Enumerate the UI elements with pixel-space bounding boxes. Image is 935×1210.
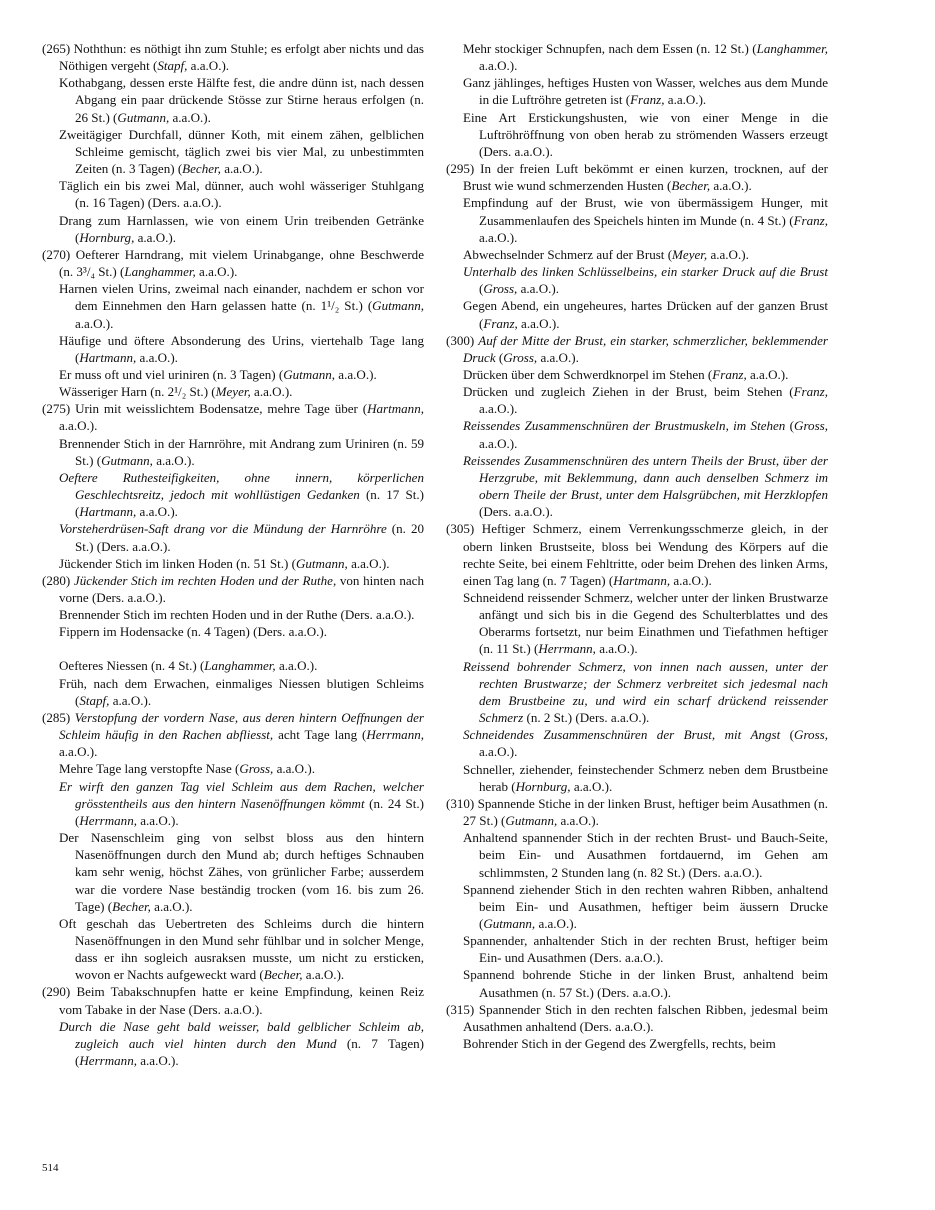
italic-text: Hartmann, <box>79 349 137 365</box>
entry-text: (275) Urin mit weisslichtem Bodensatze, mehre Tage über ( <box>42 401 368 417</box>
entry-text: Kothabgang, dessen erste Hälfte fest, die andre dünn ist, nach dessen Abgang ein paar drückende Stösse zur Stirne heraus erfolgen (n. 26 St.) ( <box>59 75 424 125</box>
symptom-entry <box>446 417 828 451</box>
entry-text: a.a.O.). <box>595 641 638 657</box>
entry-text: a.a.O.). <box>109 692 152 708</box>
entry-text: Täglich ein bis zwei Mal, dünner, auch wohl wässeriger Stuhlgang (n. 16 Tagen) (Ders. a.a.O.). <box>59 178 424 211</box>
symptom-entry <box>42 126 424 177</box>
right-column <box>446 40 828 1052</box>
italic-text: Gross, <box>483 281 518 297</box>
italic-text: Gutmann, <box>117 109 170 125</box>
italic-text: Becher, <box>182 161 221 177</box>
entry-text: Drang zum Harnlassen, wie von einem Urin treibenden Getränke ( <box>59 212 424 245</box>
italic-text: Reissend bohrender Schmerz, von innen nach aussen, unter der rechten Brustwarze; der Schmerz verbreitet sich jedesmal nach dem Brustbeine zu, und wird ein scharf drückend reissender Schmerz <box>463 658 828 726</box>
symptom-entry <box>42 555 424 572</box>
entry-text: a.a.O.). <box>195 264 238 280</box>
entry-text: Brennender Stich in der Harnröhre, mit Andrang zum Uriniren (n. 59 St.) ( <box>59 435 424 468</box>
entry-text: a.a.O.). <box>187 58 230 74</box>
entry-text: a.a.O.). <box>302 967 345 983</box>
entry-text: Eine Art Erstickungshusten, wie von einer Menge in die Luftröhröffnung von oben herab zu strömenden Wassers erzeugt (Ders. a.a.O.). <box>463 109 828 159</box>
entry-text: Anhaltend spannender Stich in der rechten Brust- und Bauch-Seite, beim Ein- und Ausathmen fortdauernd, im Gehen am schlimmsten, 2 Stunden lang (n. 82 St.) (Ders. a.a.O.). <box>463 830 828 880</box>
symptom-entry <box>42 74 424 125</box>
symptom-entry <box>446 1035 828 1052</box>
italic-text: Gross, <box>794 727 828 743</box>
entry-text: (290) Beim Tabakschnupfen hatte er keine Empfindung, keinen Reiz vom Tabake in der Nase (Ders. a.a.O.). <box>42 984 424 1017</box>
entry-text: (280) <box>42 572 74 588</box>
entry-text: Spannend bohrende Stiche in der linken Brust, anhaltend beim Ausathmen (n. 57 St.) (Ders. a.a.O.). <box>463 967 828 1000</box>
entry-text: a.a.O.). <box>59 418 98 434</box>
italic-text: Becher, <box>112 898 151 914</box>
entry-text: Bohrender Stich in der Gegend des Zwergfells, rechts, beim <box>463 1036 776 1052</box>
entry-text: a.a.O.). <box>557 813 599 829</box>
italic-text: Unterhalb des linken Schlüsselbeins, ein starker Druck auf die Brust <box>463 264 828 280</box>
entry-text: (300) <box>446 332 479 348</box>
entry-text: a.a.O.). <box>479 229 518 245</box>
entry-text: Drücken und zugleich Ziehen in der Brust, beim Stehen ( <box>463 384 794 400</box>
symptom-entry <box>446 246 828 263</box>
entry-text: a.a.O.). <box>479 744 518 760</box>
numbered-symptom-entry <box>446 520 828 589</box>
entry-text: a.a.O.). <box>136 504 178 520</box>
italic-text: Gutmann, <box>283 366 336 382</box>
entry-text: a.a.O.). <box>746 366 789 382</box>
italic-text: Gross, <box>239 761 274 777</box>
numbered-symptom-entry <box>42 709 424 760</box>
italic-text: Franz, <box>793 212 828 228</box>
italic-text: Hartmann, <box>367 401 424 417</box>
entry-text: a.a.O.). <box>670 572 712 588</box>
symptom-entry <box>42 280 424 331</box>
entry-text: a.a.O.). <box>275 658 318 674</box>
entry-text: (270) Oefterer Harndrang, mit vielem Urinabgange, ohne Beschwerde (n. 3³/₄ St.) ( <box>42 246 424 280</box>
left-column <box>42 40 424 1069</box>
entry-text: a.a.O.). <box>136 1053 179 1069</box>
entry-text: Abwechselnder Schmerz auf der Brust ( <box>463 246 673 262</box>
italic-text: Meyer, <box>672 246 708 262</box>
entry-text: a.a.O.). <box>479 435 518 451</box>
entry-text: Spannend ziehender Stich in den rechten wahren Ribben, anhaltend beim Ein- und Ausathmen, heftiger beim äussern Drucke ( <box>463 881 828 931</box>
symptom-entry <box>42 623 424 640</box>
entry-text: a.a.O.). <box>710 178 752 194</box>
italic-text: Herrmann, <box>79 812 137 828</box>
italic-text: Gross, <box>503 349 538 365</box>
symptom-entry <box>446 194 828 245</box>
symptom-entry <box>446 74 828 108</box>
italic-text: Gutmann, <box>505 813 558 829</box>
entry-text: Früh, nach dem Erwachen, einmaliges Niessen blutigen Schleims ( <box>59 675 424 708</box>
entry-text: a.a.O.). <box>347 555 390 571</box>
entry-text: a.a.O.). <box>273 761 315 777</box>
entry-text: a.a.O.). <box>707 246 749 262</box>
entry-text: a.a.O.). <box>664 92 707 108</box>
symptom-entry <box>446 383 828 417</box>
italic-text: Hartmann, <box>79 504 137 520</box>
symptom-entry <box>446 109 828 160</box>
italic-text: Langhammer, <box>756 41 828 56</box>
entry-text: Mehre Tage lang verstopfte Nase ( <box>59 761 240 777</box>
page-number: 514 <box>42 1162 59 1174</box>
entry-text: Schneller, ziehender, feinstechender Schmerz neben dem Brustbeine herab ( <box>463 761 828 794</box>
italic-text: Franz, <box>483 315 518 331</box>
entry-text: a.a.O.). <box>535 915 577 931</box>
symptom-entry <box>42 520 424 554</box>
symptom-entry <box>446 263 828 297</box>
entry-text: a.a.O.). <box>134 229 177 245</box>
symptom-entry <box>446 366 828 383</box>
italic-text: Becher, <box>671 178 711 194</box>
italic-text: Schneidendes Zusammenschnüren der Brust, mit Angst <box>463 727 781 743</box>
italic-text: Vorsteherdrüsen-Saft drang vor die Mündung der Harnröhre <box>59 521 387 537</box>
entry-text: Zweitägiger Durchfall, dünner Koth, mit einem zähen, gelblichen Schleime gemischt, täglich zwei bis vier Mal, zu unbestimmten Zeiten (n. 3 Tagen) ( <box>59 126 424 177</box>
italic-text: Durch die Nase geht bald weisser, bald gelblicher Schleim ab, zugleich auch viel hinten durch den Mund <box>59 1018 424 1051</box>
symptom-entry <box>42 675 424 709</box>
entry-text: Oefteres Niessen (n. 4 St.) ( <box>59 658 205 674</box>
italic-text: Langhammer, <box>204 658 276 674</box>
italic-text: Becher, <box>263 967 303 983</box>
symptom-entry <box>446 40 828 74</box>
italic-text: Er wirft den ganzen Tag viel Schleim aus dem Rachen, welcher grösstentheils aus den hintern Nasenöffnungen kömmt <box>59 778 424 811</box>
numbered-symptom-entry <box>446 332 828 366</box>
italic-text: Herrmann, <box>366 727 424 743</box>
italic-text: Franz, <box>793 384 828 400</box>
symptom-entry <box>446 966 828 1000</box>
italic-text: Langhammer, <box>124 264 196 280</box>
entry-text: a.a.O.). <box>136 349 178 365</box>
italic-text: Hornburg, <box>515 778 571 794</box>
italic-text: Oeftere Ruthesteifigkeiten, ohne innern, körperlichen Geschlechtsreitz, jedoch mit wohllüstigen Gedanken <box>59 469 424 503</box>
symptom-entry <box>446 658 828 727</box>
entry-text: Harnen vielen Urins, zweimal nach einander, nachdem er schon vor dem Einnehmen den Harn gelassen hatte (n. 1¹/₂ St.) ( <box>59 281 424 314</box>
entry-text: a.a.O.). <box>517 281 559 297</box>
entry-text: (n. 7 Tagen) ( <box>75 1035 424 1069</box>
symptom-entry <box>42 469 424 520</box>
italic-text: Gross, <box>794 418 828 434</box>
italic-text: Reissendes Zusammenschnüren der Brustmuskeln, im Stehen <box>463 418 786 434</box>
italic-text: Jückender Stich im rechten Hoden und der Ruthe, <box>73 572 337 588</box>
italic-text: Herrmann, <box>79 1053 137 1069</box>
italic-text: Reissendes Zusammenschnüren des untern Theils der Brust, über der Herzgrube, mit Beklemmung, dann auch denselben Schmerz im obern Theile der Brust, unter dem Halsgrübchen, mit Herzklopfen <box>463 452 828 503</box>
numbered-symptom-entry <box>42 572 424 606</box>
symptom-entry <box>42 915 424 984</box>
symptom-entry <box>446 589 828 658</box>
entry-text: acht Tage lang ( <box>273 727 367 743</box>
symptom-entry <box>42 177 424 211</box>
entry-text: Brennender Stich im rechten Hoden und in der Ruthe (Ders. a.a.O.). <box>59 607 415 623</box>
entry-text: Er muss oft und viel uriniren (n. 3 Tagen) ( <box>59 366 284 382</box>
symptom-entry <box>42 829 424 915</box>
entry-text: (315) Spannender Stich in den rechten falschen Ribben, jedesmal beim Ausathmen anhaltend (Ders. a.a.O.). <box>446 1001 828 1034</box>
symptom-entry <box>42 778 424 829</box>
entry-text: Häufige und öftere Absonderung des Urins, viertehalb Tage lang ( <box>59 332 424 365</box>
entry-text: Jückender Stich im linken Hoden (n. 51 St.) ( <box>59 555 296 571</box>
italic-text: Herrmann, <box>538 641 596 657</box>
entry-text: a.a.O.). <box>150 898 193 914</box>
entry-text: a.a.O.). <box>169 109 211 125</box>
italic-text: Verstopfung der vordern Nase, aus deren hintern Oeffnungen der Schleim häufig in den Rachen abfliesst, <box>59 709 424 743</box>
symptom-entry <box>42 657 424 674</box>
numbered-symptom-entry <box>42 40 424 74</box>
entry-text: Schneidend reissender Schmerz, welcher unter der linken Brustwarze anfängt und sich bis in die Gegend des Schulterblattes und des Oberarms fortsetzt, nur beim Einathmen und Tiefathmen heftiger (n. 11 St.) ( <box>463 590 828 657</box>
entry-text: a.a.O.). <box>250 384 293 400</box>
italic-text: Hartmann, <box>613 572 671 588</box>
entry-text: Der Nasenschleim ging von selbst bloss aus den hintern Nasenöffnungen durch den Mund ab; durch heftiges Schnauben kam sehr wenig, höchst Zähes, von grünlicher Farbe; ausserdem war die vordere Nase beständig trocken (vom 16. bis zum 26. Tage) ( <box>59 830 424 914</box>
symptom-entry <box>446 932 828 966</box>
entry-text: (n. 20 St.) (Ders. a.a.O.). <box>75 521 425 554</box>
numbered-symptom-entry <box>42 983 424 1017</box>
symptom-entry <box>446 829 828 880</box>
symptom-entry <box>446 726 828 760</box>
entry-text: a.a.O.). <box>136 812 179 828</box>
symptom-entry <box>42 760 424 777</box>
entry-text: Drücken über dem Schwerdknorpel im Stehen ( <box>463 366 713 382</box>
italic-text: Gutmann, <box>295 555 348 571</box>
entry-text: Mehr stockiger Schnupfen, nach dem Essen (n. 12 St.) ( <box>463 41 757 56</box>
entry-text: (265) Noththun: es nöthigt ihn zum Stuhle; es erfolgt aber nichts und das Nöthigen vergeht ( <box>42 41 424 74</box>
italic-text: Gutmann, <box>101 452 153 468</box>
entry-text: (305) Heftiger Schmerz, einem Verrenkungsschmerze gleich, in der obern linken Brustseite, bloss bei Wendung des Körpers auf die rechte Seite, bei einem Fehltritte, oder beim Drehen des linken Arms, einen Tag lang (n. 7 Tagen) ( <box>446 521 828 588</box>
symptom-entry <box>446 761 828 795</box>
entry-text: Oft geschah das Uebertreten des Schleims durch die hintern Nasenöffnungen in den Mund sehr fühlbar und in solcher Menge, dass er ihn sogleich ausraksen musste, um nicht zu ersticken, wovon er Nachts aufgeweckt ward ( <box>59 915 424 983</box>
numbered-symptom-entry <box>446 160 828 194</box>
italic-text: Stapf, <box>157 58 188 74</box>
symptom-entry <box>42 606 424 623</box>
entry-text: ( <box>495 349 504 365</box>
italic-text: Gutmann, <box>483 915 536 931</box>
entry-text: a.a.O.). <box>479 58 518 74</box>
symptom-entry <box>446 452 828 521</box>
symptom-entry <box>446 881 828 932</box>
entry-text: von hinten nach vorne (Ders. a.a.O.). <box>59 572 424 605</box>
symptom-entry <box>42 435 424 469</box>
entry-text: a.a.O.). <box>537 349 579 365</box>
symptom-entry <box>42 1018 424 1069</box>
symptom-entry <box>42 212 424 246</box>
entry-text: (285) <box>42 709 75 725</box>
numbered-symptom-entry <box>446 1001 828 1035</box>
entry-text: ( <box>780 727 795 743</box>
entry-text: a.a.O.). <box>59 744 98 760</box>
entry-text: (295) In der freien Luft bekömmt er einen kurzen, trocknen, auf der Brust wie wund schmerzenden Husten ( <box>446 161 828 194</box>
entry-text: Empfindung auf der Brust, wie von übermässigem Hunger, mit Zusammenlaufen des Speichels hinten im Munde (n. 4 St.) ( <box>463 195 828 228</box>
entry-text: a.a.O.). <box>479 401 518 417</box>
section-gap <box>42 640 424 657</box>
entry-text: (n. 24 St.) ( <box>75 795 425 828</box>
numbered-symptom-entry <box>42 400 424 434</box>
entry-text: (n. 17 St.) ( <box>75 487 424 520</box>
entry-text: a.a.O.). <box>335 366 377 382</box>
italic-text: Gutmann, <box>372 298 424 314</box>
entry-text: Ganz jählinges, heftiges Husten von Wasser, welches aus dem Munde in die Luftröhre getreten ist ( <box>463 75 828 108</box>
entry-text: Wässeriger Harn (n. 2¹/₂ St.) ( <box>59 384 216 400</box>
entry-text: ( <box>479 281 484 297</box>
italic-text: Franz, <box>630 92 665 108</box>
italic-text: Franz, <box>712 366 747 382</box>
symptom-entry <box>42 383 424 400</box>
entry-text: Gegen Abend, ein ungeheures, hartes Drücken auf der ganzen Brust ( <box>463 298 828 331</box>
italic-text: Hornburg, <box>79 229 135 245</box>
italic-text: Auf der Mitte der Brust, ein starker, schmerzlicher, beklemmender Druck <box>463 332 828 365</box>
entry-text: Spannender, anhaltender Stich in der rechten Brust, heftiger beim Ein- und Ausathmen (Ders. a.a.O.). <box>463 933 828 966</box>
symptom-entry <box>42 366 424 383</box>
italic-text: Stapf, <box>79 692 110 708</box>
entry-text: (Ders. a.a.O.). <box>479 504 553 520</box>
numbered-symptom-entry <box>42 246 424 280</box>
italic-text: Meyer, <box>215 384 251 400</box>
entry-text: (n. 2 St.) (Ders. a.a.O.). <box>523 710 650 726</box>
entry-text: ( <box>785 418 795 434</box>
entry-text: Fippern im Hodensacke (n. 4 Tagen) (Ders. a.a.O.). <box>59 624 328 640</box>
entry-text: a.a.O.). <box>75 315 114 331</box>
numbered-symptom-entry <box>446 795 828 829</box>
symptom-entry <box>446 297 828 331</box>
entry-text: a.a.O.). <box>152 452 195 468</box>
entry-text: a.a.O.). <box>220 161 263 177</box>
entry-text: a.a.O.). <box>570 778 613 794</box>
entry-text: a.a.O.). <box>517 315 560 331</box>
entry-text: (310) Spannende Stiche in der linken Brust, heftiger beim Ausathmen (n. 27 St.) ( <box>446 795 828 829</box>
symptom-entry <box>42 332 424 366</box>
